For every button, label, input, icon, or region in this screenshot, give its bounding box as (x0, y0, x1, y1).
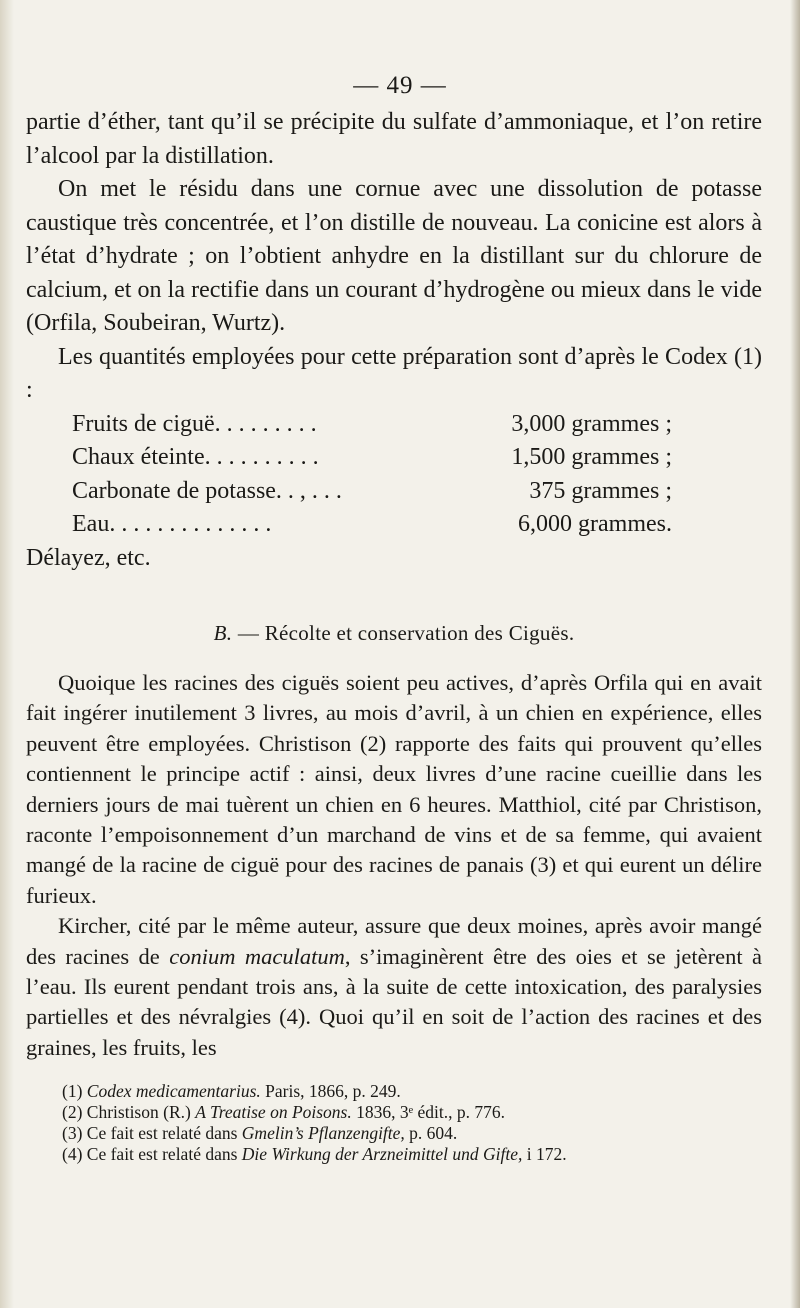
page-number: — 49 — (353, 72, 447, 99)
footnote-title: Gmelin’s Pflanzengifte, (241, 1123, 405, 1144)
recipe-quantity: 1,500 grammes ; (511, 444, 672, 470)
footnote (62, 1081, 762, 1102)
paragraph-2: On met le résidu dans une cornue avec une dissolution de potasse caustique très concentrée, et l’on distille de nouveau. La conicine est alors à l’état d’hydrate ; on l’obtient anhydre en la distillant sur du chlorure de calcium, et on la rectifie dans un courant d’hydrogène ou mieux dans le vide (Orfila, Soubeiran, Wurtz). (26, 176, 762, 336)
page-edge-shadow (0, 0, 14, 1308)
paragraph-5-text-b: , s’imaginèrent être des oies et se jetèrent à l’eau. Ils eurent pendant trois ans, à la suite de cette intoxication, des paralysies partielles et des névralgies (4). Quoi qu’il en soit de l’action des racines et des graines, les fruits, les (26, 943, 762, 1060)
footnote-lead: Ce fait est relaté dans (86, 1123, 242, 1144)
footnote (62, 1144, 762, 1165)
recipe-quantity: 6,000 grammes. (518, 511, 672, 537)
paragraph-5-text-a: Kircher, cité par le même auteur, assure que deux moines, après avoir mangé des racines de (26, 913, 762, 969)
footnote-number: (2) (62, 1102, 83, 1123)
recipe-item: Eau. . . . . . . . . . . . . . (72, 511, 272, 537)
footnote-detail: Paris, 1866, p. 249. (260, 1081, 401, 1102)
recipe-item: Carbonate de potasse. . , . . . (72, 477, 342, 504)
section-title: — Récolte et conservation des Ciguës. (237, 621, 575, 645)
footnote-title: Codex medicamentarius. (86, 1081, 261, 1102)
footnote-number: (4) (62, 1144, 83, 1165)
recipe-row (72, 408, 672, 442)
footnote-detail: 1836, 3ᵉ édit., p. 776. (351, 1102, 505, 1123)
page-body (26, 70, 762, 1165)
footnote-author: Christison (R.) (86, 1102, 196, 1123)
page-edge-shadow-right (790, 0, 800, 1308)
recipe-list (72, 408, 672, 542)
paragraph-5 (26, 911, 762, 1063)
section-heading (26, 621, 762, 646)
footnote-detail: p. 604. (404, 1123, 458, 1144)
paragraph-3: Les quantités employées pour cette préparation sont d’après le Codex (1) : (26, 343, 762, 403)
footnote-detail: i 172. (522, 1144, 567, 1165)
species-name: conium maculatum (169, 943, 345, 969)
footnote-number: (1) (62, 1081, 83, 1102)
paragraph-1: partie d’éther, tant qu’il se précipite du sulfate d’ammoniaque, et l’on retire l’alcool par la distillation. (26, 109, 762, 169)
recipe-quantity: 3,000 grammes ; (511, 410, 672, 437)
main-text (26, 668, 762, 1063)
footnote-lead: Ce fait est relaté dans (86, 1144, 242, 1165)
recipe-item: Chaux éteinte. . . . . . . . . . (72, 444, 319, 470)
footnote-title: Die Wirkung der Arzneimittel und Gifte, (241, 1144, 523, 1165)
footnote-number: (3) (62, 1123, 83, 1144)
section-letter: B. (213, 621, 233, 645)
recipe-item: Fruits de ciguë. . . . . . . . . (72, 410, 317, 437)
recipe-closing: Délayez, etc. (26, 544, 151, 571)
recipe-row (72, 475, 672, 509)
recipe-quantity: 375 grammes ; (529, 477, 672, 504)
recipe-row (72, 508, 672, 542)
footnote (62, 1102, 762, 1123)
paragraph-4: Quoique les racines des ciguës soient peu actives, d’après Orfila qui en avait fait ingérer inutilement 3 livres, au mois d’avril, à un chien en expérience, elles peuvent être employées. Christison (2) rapporte des faits qui prouvent qu’elles contiennent le principe actif : ainsi, deux livres d’une racine cueillie dans les derniers jours de mai tuèrent un chien en 6 heures. Matthiol, cité par Christison, raconte l’empoisonnement d’un marchand de vins et de sa femme, qui avaient mangé de la racine de ciguë pour des racines de panais (3) et qui eurent un délire furieux. (26, 670, 762, 908)
footnote (62, 1123, 762, 1144)
footnote-title: A Treatise on Poisons. (195, 1102, 352, 1123)
recipe-row (72, 441, 672, 475)
footnotes (62, 1081, 762, 1165)
